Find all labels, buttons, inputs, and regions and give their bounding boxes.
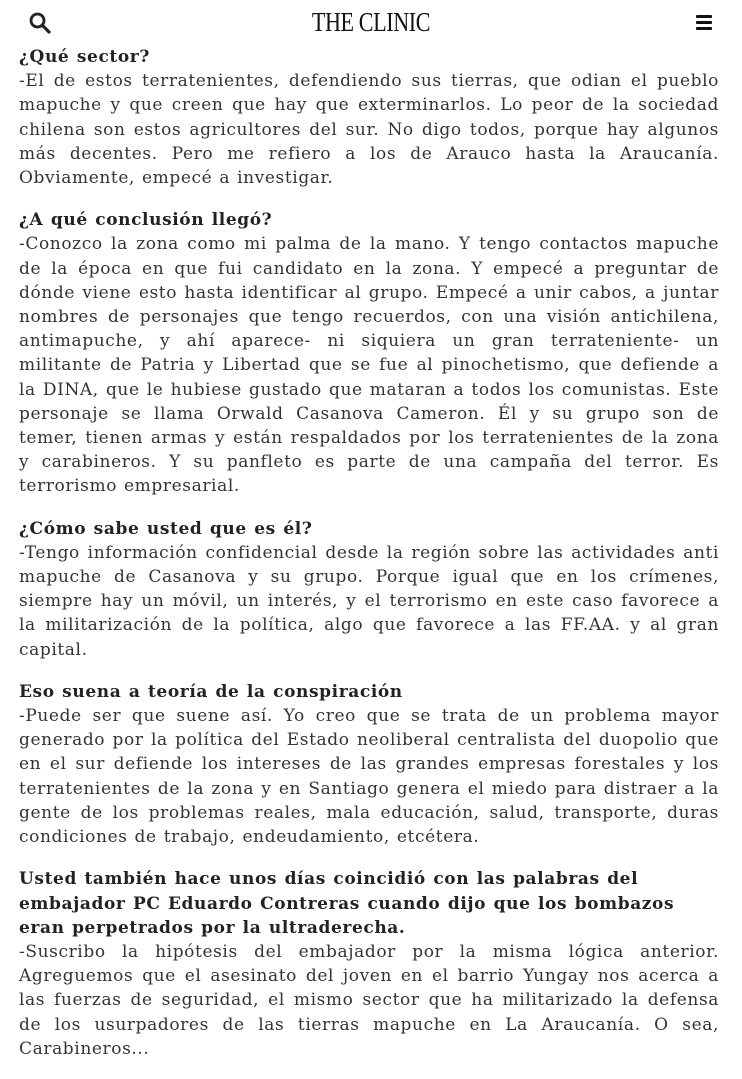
interview-answer: -Conozco la zona como mi palma de la mano. Y tengo contactos mapuche de la época en que fui candidato en la zona. Y empecé a preguntar de dónde viene esto hasta identificar al grupo. Empecé a unir cabos, a juntar nombres de personajes que tengo recuerdos, con una visión antichilena, antimapuche, y ahí aparece- ni siquiera un gran terrateniente- un militante de Patria y Libertad que se fue al pinochetismo, que defiende a la DINA, que le hubiese gustado que mataran a todos los comunistas. Este personaje se llama Orwald Casanova Cameron. Él y su grupo son de temer, tienen armas y están respaldados por los terratenientes de la zona y carabineros. Y su panfleto es parte de una campaña del terror. Es terrorismo empresarial. [19, 234, 719, 497]
interview-answer: -Puede ser que suene así. Yo creo que se trata de un problema mayor generado por la política del Estado neoliberal centralista del duopolio que en el sur defiende los intereses de las grandes empresas forestales y los terratenientes de la zona y en Santiago genera el miedo para distraer a la gente de los problemas reales, mala educación, salud, transporte, duras condiciones de trabajo, endeudamiento, etcétera. [19, 706, 719, 848]
interview-answer: -Tengo información confidencial desde la región sobre las actividades anti mapuche de Casanova y su grupo. Porque igual que en los crímenes, siempre hay un móvil, un interés, y el terrorismo en este caso favorece a la militarización de la política, algo que favorece a las FF.AA. y al gran capital. [19, 542, 719, 660]
interview-block [19, 208, 719, 498]
interview-block [19, 517, 719, 662]
search-icon [28, 11, 52, 35]
hamburger-menu-icon [696, 27, 712, 30]
interview-block [19, 867, 719, 1061]
interview-question: ¿Cómo sabe usted que es él? [19, 518, 313, 539]
top-navigation-bar [0, 0, 742, 44]
hamburger-menu-icon [696, 21, 712, 24]
interview-question: ¿Qué sector? [19, 47, 150, 67]
menu-button[interactable] [696, 14, 714, 32]
article-body [19, 45, 719, 1079]
interview-question: ¿A qué conclusión llegó? [19, 210, 273, 231]
hamburger-menu-icon [696, 15, 712, 18]
interview-answer: -Suscribo la hipótesis del embajador por la misma lógica anterior. Agreguemos que el asesinato del joven en el barrio Yungay nos acerca a las fuerzas de seguridad, el mismo sector que ha militarizado la defensa de los usurpadores de las tierras mapuche en La Araucanía. O sea, Carabineros... [19, 941, 719, 1059]
interview-block [19, 45, 719, 190]
interview-question: Eso suena a teoría de la conspiración [19, 681, 403, 702]
search-button[interactable] [28, 11, 52, 35]
interview-answer: -El de estos terratenientes, defendiendo sus tierras, que odian el pueblo mapuche y que creen que hay que exterminarlos. Lo peor de la sociedad chilena son estos agricultores del sur. No digo todos, porque hay algunos más decentes. Pero me refiero a los de Arauco hasta la Araucanía. Obviamente, empecé a investigar. [19, 71, 719, 189]
interview-block [19, 680, 719, 849]
site-logo[interactable]: THE CLINIC [311, 7, 431, 37]
interview-question: Usted también hace unos días coincidió con las palabras del embajador PC Eduardo Contreras cuando dijo que los bombazos eran perpetrados por la ultraderecha. [19, 869, 675, 938]
